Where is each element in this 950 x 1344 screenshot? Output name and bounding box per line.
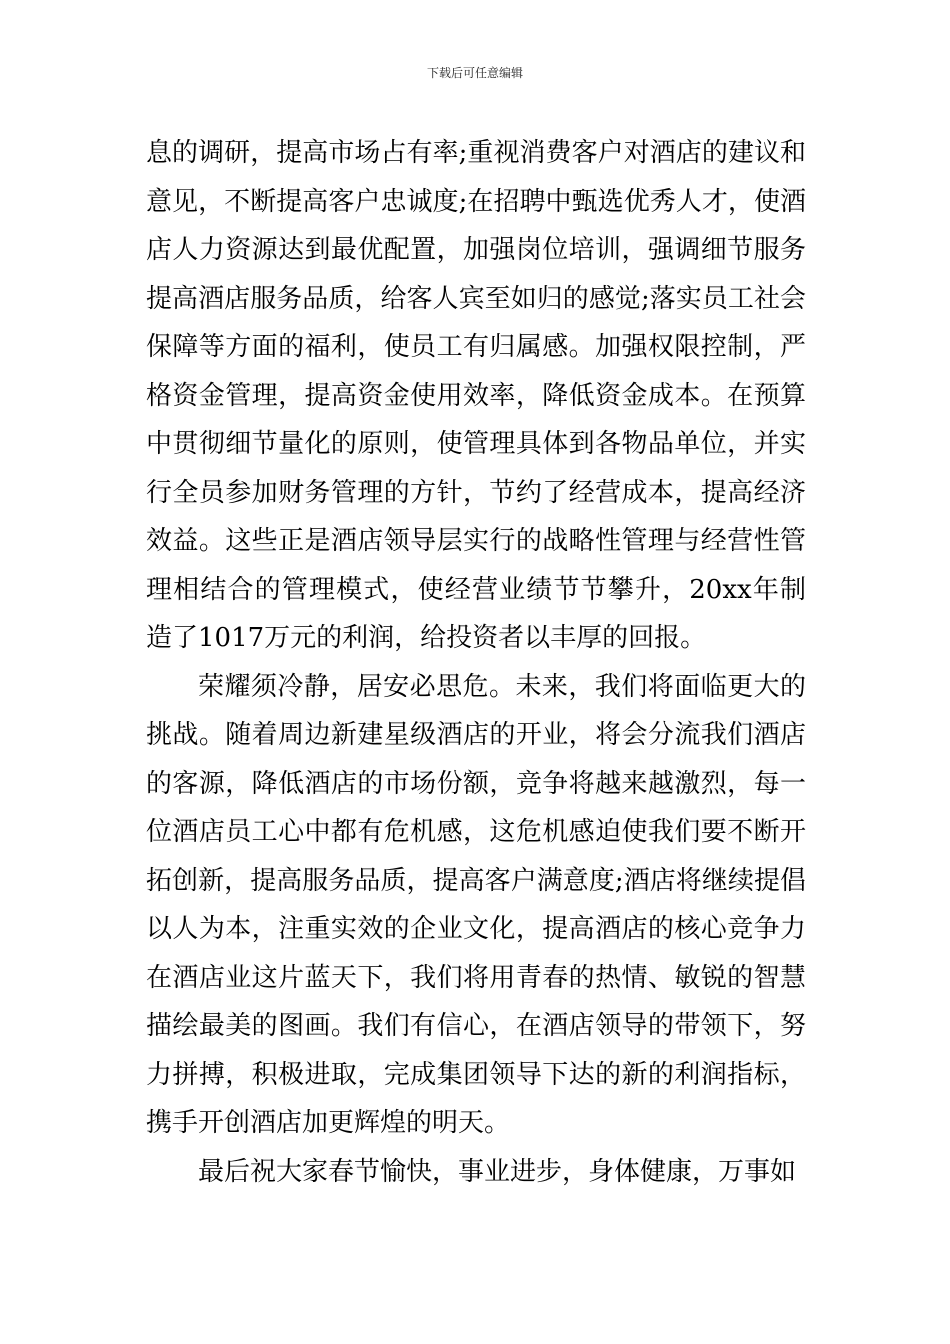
paragraph-2: 荣耀须冷静，居安必思危。未来，我们将面临更大的挑战。随着周边新建星级酒店的开业，将会分流我们酒店的客源，降低酒店的市场份额，竞争将越来越激烈，每一位酒店员工心中都有危机感，这危机感迫使我们要不断开拓创新，提高服务品质，提高客户满意度;酒店将继续提倡以人为本，注重实效的企业文化，提高酒店的核心竞争力在酒店业这片蓝天下，我们将用青春的热情、敏锐的智慧描绘最美的图画。我们有信心，在酒店领导的带领下，努力拼搏，积极进取，完成集团领导下达的新的利润指标，携手开创酒店加更辉煌的明天。 xyxy=(146,671,806,1138)
paragraph-1: 息的调研，提高市场占有率;重视消费客户对酒店的建议和意见，不断提高客户忠诚度;在招聘中甄选优秀人才，使酒店人力资源达到最优配置，加强岗位培训，强调细节服务提高酒店服务品质，给客人宾至如归的感觉;落实员工社会保障等方面的福利，使员工有归属感。加强权限控制，严格资金管理，提高资金使用效率，降低资金成本。在预算中贯彻细节量化的原则，使管理具体到各物品单位，并实行全员参加财务管理的方针，节约了经营成本，提高经济效益。这些正是酒店领导层实行的战略性管理与经营性管理相结合的管理模式，使经营业绩节节攀升，20xx年制造了1017万元的利润，给投资者以丰厚的回报。 xyxy=(146,138,806,653)
page-header: 下载后可任意编辑 xyxy=(426,66,523,80)
paragraph-3: 最后祝大家春节愉快，事业进步，身体健康，万事如 xyxy=(198,1156,797,1187)
document-body xyxy=(146,129,806,1196)
